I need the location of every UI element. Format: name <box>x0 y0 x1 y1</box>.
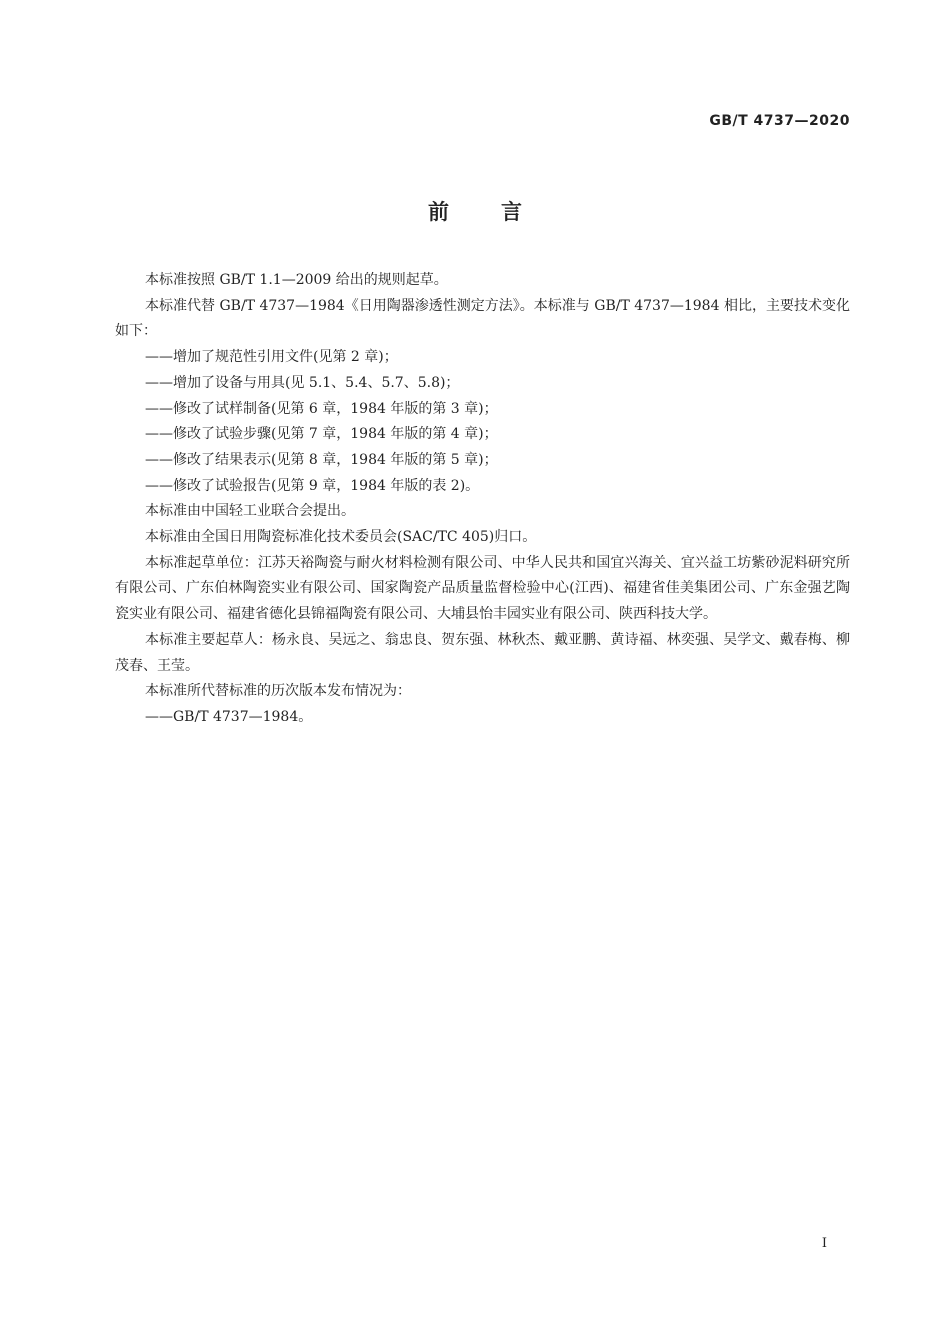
paragraph-history-intro: 本标准所代替标准的历次版本发布情况为： <box>145 683 411 700</box>
paragraph-drafting-units: 本标准起草单位：江苏天裕陶瓷与耐火材料检测有限公司、中华人民共和国宜兴海关、宜兴益工坊紫砂泥料研究所有限公司、广东伯林陶瓷实业有限公司、国家陶瓷产品质量监督检验中心(江西)、福建省佳美集团公司、广东金强艺陶瓷实业有限公司、福建省德化县锦福陶瓷有限公司、大埔县怡丰园实业有限公司、陕西科技大学。 <box>115 554 850 623</box>
paragraph-replaces: 本标准代替 GB/T 4737—1984《日用陶器渗透性测定方法》。本标准与 GB/T 4737—1984 相比，主要技术变化如下： <box>115 297 850 340</box>
paragraph-drafting-rules: 本标准按照 GB/T 1.1—2009 给出的规则起草。 <box>145 272 448 288</box>
page-number: I <box>821 1236 827 1251</box>
change-item: ——修改了试验步骤(见第 7 章，1984 年版的第 4 章)； <box>145 426 498 443</box>
history-item: ——GB/T 4737—1984。 <box>145 708 313 725</box>
foreword-body <box>115 268 850 731</box>
change-item: ——增加了设备与用具(见 5.1、5.4、5.7、5.8)； <box>145 374 460 391</box>
page-title: 前言 <box>428 200 574 224</box>
paragraph-under-jurisdiction: 本标准由全国日用陶瓷标准化技术委员会(SAC/TC 405)归口。 <box>145 529 537 546</box>
change-item: ——增加了规范性引用文件(见第 2 章)； <box>145 349 398 366</box>
change-item: ——修改了结果表示(见第 8 章，1984 年版的第 5 章)； <box>145 451 498 468</box>
standard-code: GB/T 4737—2020 <box>709 113 850 129</box>
change-item: ——修改了试验报告(见第 9 章，1984 年版的表 2)。 <box>145 477 480 494</box>
change-item: ——修改了试样制备(见第 6 章，1984 年版的第 3 章)； <box>145 400 498 417</box>
paragraph-drafters: 本标准主要起草人：杨永良、吴远之、翁忠良、贺东强、林秋杰、戴亚鹏、黄诗福、林奕强、吴学文、戴春梅、柳茂春、王莹。 <box>115 631 850 674</box>
paragraph-proposed-by: 本标准由中国轻工业联合会提出。 <box>145 503 355 520</box>
